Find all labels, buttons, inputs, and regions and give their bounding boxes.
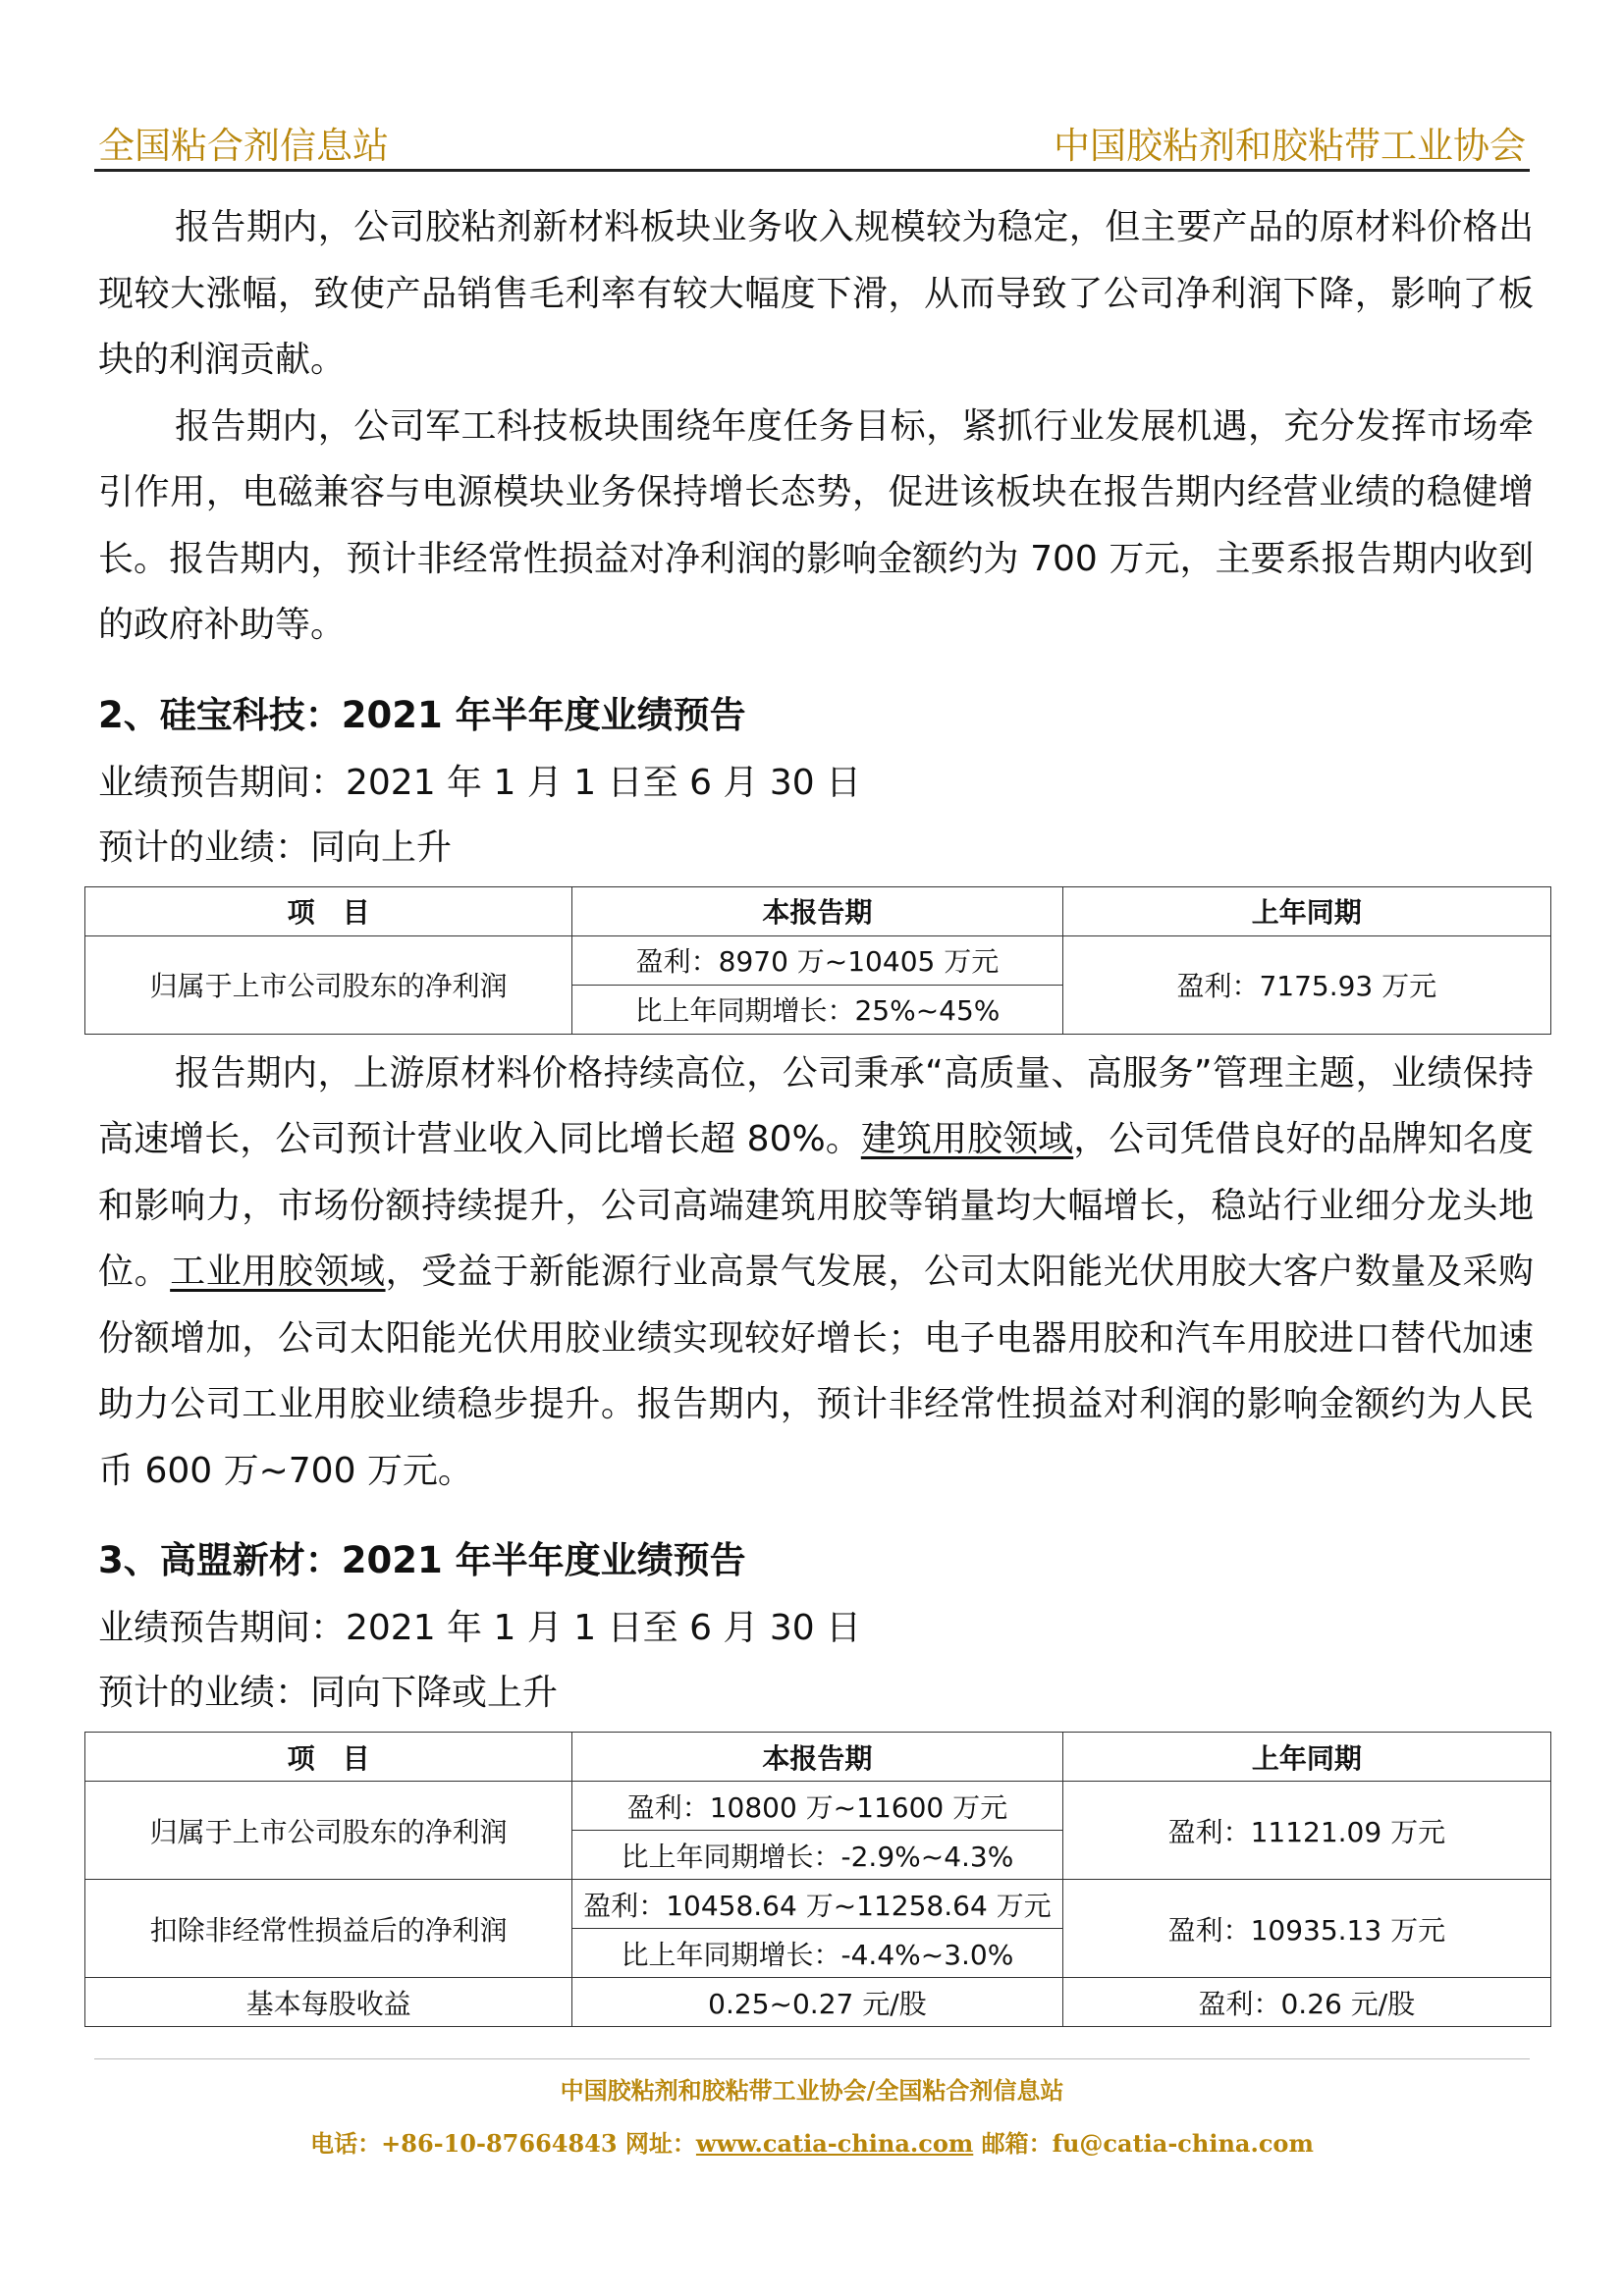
row2-previous: 盈利：10935.13 万元 <box>1062 1880 1550 1978</box>
row3-previous: 盈利：0.26 元/股 <box>1062 1978 1550 2027</box>
underlined-term-industrial: 工业用胶领域 <box>170 1252 386 1292</box>
table-row <box>85 1880 1551 1929</box>
row1-profit: 盈利：10800 万~11600 万元 <box>572 1782 1063 1831</box>
table-header-item: 项 目 <box>85 886 572 935</box>
table-header-current: 本报告期 <box>572 886 1062 935</box>
footer-line-2 <box>94 2124 1530 2159</box>
section-2-period: 业绩预告期间：2021 年 1 月 1 日至 6 月 30 日 <box>98 762 862 803</box>
section-3-table <box>84 1732 1551 2027</box>
footer-divider <box>94 2058 1530 2059</box>
row1-previous: 盈利：11121.09 万元 <box>1062 1782 1550 1880</box>
header-left-site-name: 全国粘合剂信息站 <box>98 125 389 167</box>
page-content <box>98 194 1534 2033</box>
row2-label: 扣除非经常性损益后的净利润 <box>85 1880 572 1978</box>
table-header-previous: 上年同期 <box>1062 1733 1550 1782</box>
text-span: 报告期内，上游原材料价格持续高位，公司秉承“高质量、高服务”管理主题，业绩保持高速增长，公司预计营业收入同比增长超 80%。 <box>98 1052 1534 1159</box>
row-label: 归属于上市公司股东的净利润 <box>85 935 572 1034</box>
table-header-item: 项 目 <box>85 1733 572 1782</box>
text-span: ，公司凭借良好的品牌知名度和影响力，市场份额持续提升，公司高端建筑用胶等销量均大幅增长，稳站行业细分龙头地位。 <box>98 1119 1534 1292</box>
table-header-row <box>85 1733 1551 1782</box>
section-2-table <box>84 886 1551 1035</box>
current-growth: 比上年同期增长：25%~45% <box>572 985 1062 1034</box>
row2-growth: 比上年同期增长：-4.4%~3.0% <box>572 1929 1063 1978</box>
current-profit: 盈利：8970 万~10405 万元 <box>572 935 1062 985</box>
section-3-forecast: 预计的业绩：同向下降或上升 <box>98 1673 559 1713</box>
row3-label: 基本每股收益 <box>85 1978 572 2027</box>
table-row <box>85 1782 1551 1831</box>
intro-paragraph-1: 报告期内，公司胶粘剂新材料板块业务收入规模较为稳定，但主要产品的原材料价格出现较大涨幅，致使产品销售毛利率有较大幅度下滑，从而导致了公司净利润下降，影响了板块的利润贡献。 <box>98 207 1534 380</box>
table-header-previous: 上年同期 <box>1062 886 1550 935</box>
row2-profit: 盈利：10458.64 万~11258.64 万元 <box>572 1880 1063 1929</box>
header-right-association-name: 中国胶粘剂和胶粘带工业协会 <box>1054 125 1526 167</box>
intro-paragraph-2: 报告期内，公司军工科技板块围绕年度任务目标，紧抓行业发展机遇，充分发挥市场牵引作用，电磁兼容与电源模块业务保持增长态势，促进该板块在报告期内经营业绩的稳健增长。报告期内，预计非经常性损益对净利润的影响金额约为 700 万元，主要系报告期内收到的政府补助等。 <box>98 405 1534 645</box>
table-header-current: 本报告期 <box>572 1733 1063 1782</box>
table-header-row <box>85 886 1551 935</box>
footer-phone: 电话：+86-10-87664843 网址： <box>310 2129 696 2158</box>
footer-website-link[interactable]: www.catia-china.com <box>695 2129 974 2158</box>
underlined-term-construction: 建筑用胶领域 <box>860 1119 1074 1159</box>
table-row <box>85 935 1551 985</box>
section-3-title: 3、高盟新材：2021 年半年度业绩预告 <box>98 1539 746 1581</box>
page-header <box>94 114 1530 172</box>
section-3-period: 业绩预告期间：2021 年 1 月 1 日至 6 月 30 日 <box>98 1608 862 1648</box>
section-2-paragraph <box>98 1041 1534 1505</box>
section-2-forecast: 预计的业绩：同向上升 <box>98 827 453 868</box>
text-span: ，受益于新能源行业高景气发展，公司太阳能光伏用胶大客户数量及采购份额增加，公司太阳能光伏用胶业绩实现较好增长；电子电器用胶和汽车用胶进口替代加速助力公司工业用胶业绩稳步提升。报告期内，预计非经常性损益对利润的影响金额约为人民币 600 万~700 万元。 <box>98 1252 1534 1491</box>
footer-email: 邮箱：fu@catia-china.com <box>973 2129 1314 2158</box>
section-2-title: 2、硅宝科技：2021 年半年度业绩预告 <box>98 693 746 736</box>
row1-label: 归属于上市公司股东的净利润 <box>85 1782 572 1880</box>
row1-growth: 比上年同期增长：-2.9%~4.3% <box>572 1831 1063 1880</box>
footer-line-1: 中国胶粘剂和胶粘带工业协会/全国粘合剂信息站 <box>560 2076 1064 2105</box>
table-row <box>85 1978 1551 2027</box>
row3-current: 0.25~0.27 元/股 <box>572 1978 1063 2027</box>
previous-profit: 盈利：7175.93 万元 <box>1062 935 1550 1034</box>
